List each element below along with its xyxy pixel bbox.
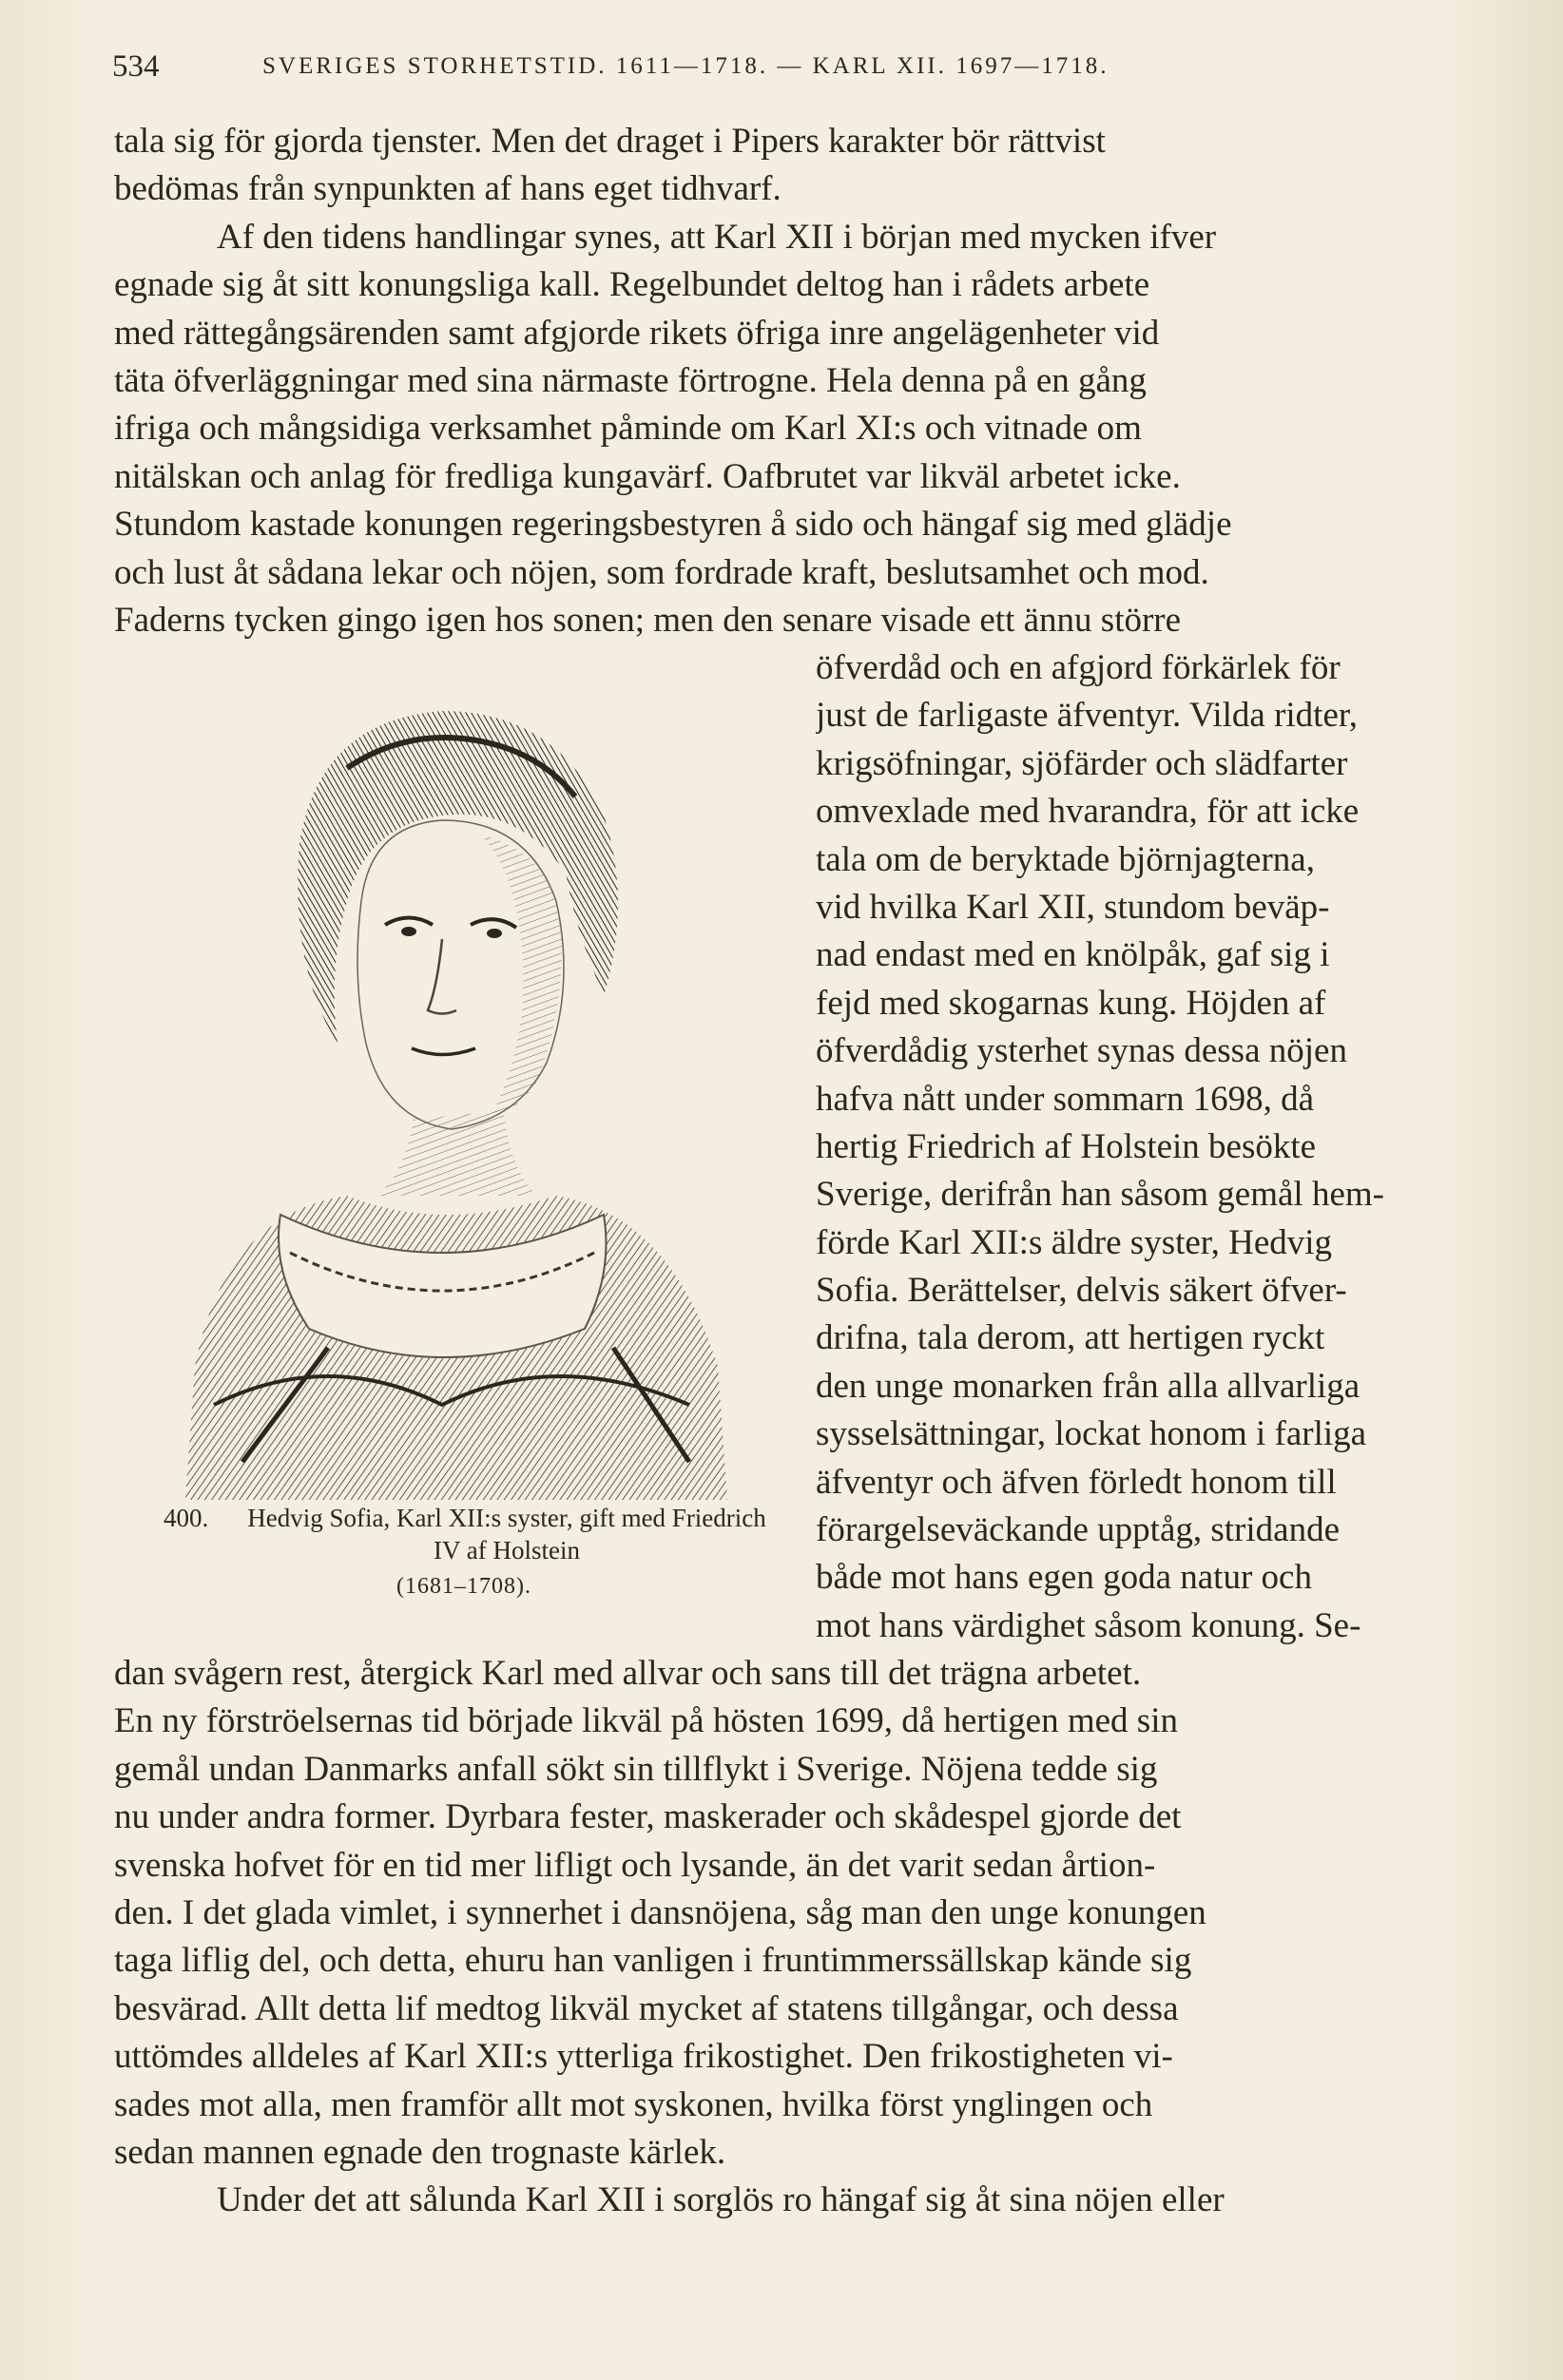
text-line: hertig Friedrich af Holstein besökte (816, 1126, 1317, 1166)
text-line: krigsöfningar, sjöfärder och slädfarter (816, 743, 1348, 783)
text-line: mot hans värdighet såsom konung. Se- (816, 1605, 1361, 1645)
text-line: sedan mannen egnade den trognaste kärlek. (114, 2132, 726, 2172)
running-title: SVERIGES STORHETSTID. 1611—1718. — KARL XII. 1697—1718. (262, 53, 1110, 79)
portrait-illustration (157, 682, 765, 1500)
figure-caption-text: Hedvig Sofia, Karl XII:s syster, gift med Friedrich IV af Holstein (247, 1504, 766, 1564)
text-line: En ny förströelsernas tid började likväl på hösten 1699, då hertigen med sin (114, 1701, 1178, 1741)
text-line: Sofia. Berättelser, delvis säkert öfver- (816, 1271, 1347, 1311)
portrait-engraving (157, 682, 765, 1500)
column-text (816, 644, 1489, 1650)
text-line: tala sig för gjorda tjenster. Men det draget i Pipers karakter bör rättvist (114, 122, 1106, 161)
text-line: Faderns tycken gingo igen hos sonen; men den senare visade ett ännu större (114, 600, 1182, 640)
text-line: fejd med skogarnas kung. Höjden af (816, 983, 1326, 1023)
text-line: den. I det glada vimlet, i synnerhet i dansnöjena, såg man den unge konungen (114, 1892, 1206, 1932)
text-line: dan svågern rest, återgick Karl med allvar och sans till det trägna arbetet. (114, 1654, 1142, 1693)
text-line: egnade sig åt sitt konungsliga kall. Regelbundet deltog han i rådets arbete (114, 265, 1150, 305)
figure-caption (160, 1502, 768, 1603)
text-line: den unge monarken från alla allvarliga (816, 1366, 1360, 1406)
text-line: nu under andra former. Dyrbara fester, maskerader och skådespel gjorde det (114, 1797, 1182, 1837)
text-line: bedömas från synpunkten af hans eget tidhvarf. (114, 169, 782, 209)
figure-caption-years: (1681–1708). (396, 1574, 531, 1599)
text-line: taga liflig del, och detta, ehuru han vanligen i fruntimmerssällskap kände sig (114, 1941, 1192, 1981)
text-line: omvexlade med hvarandra, för att icke (816, 792, 1360, 832)
text-line: nitälskan och anlag för fredliga kungavärf. Oafbrutet var likväl arbetet icke. (114, 456, 1181, 496)
text-line: öfverdåd och en afgjord förkärlek för (816, 648, 1341, 687)
neck (376, 1110, 537, 1196)
text-line: förargelseväckande upptåg, stridande (816, 1510, 1341, 1550)
text-line: hafva nått under sommarn 1698, då (816, 1079, 1315, 1119)
text-line: ifriga och mångsidiga verksamhet påminde om Karl XI:s och vitnade om (114, 409, 1142, 449)
text-line: äfventyr och äfven förledt honom till (816, 1462, 1337, 1502)
text-line: Sverige, derifrån han såsom gemål hem- (816, 1175, 1384, 1215)
text-line: och lust åt sådana lekar och nöjen, som fordrade kraft, beslutsamhet och mod. (114, 552, 1209, 592)
text-line: sysselsättningar, lockat honom i farliga (816, 1414, 1367, 1454)
text-line: besvärad. Allt detta lif medtog likväl mycket af statens tillgångar, och dessa (114, 1988, 1179, 2028)
text-line: med rättegångsärenden samt afgjorde rikets öfriga inre angelägenheter vid (114, 313, 1160, 353)
text-line: Af den tidens handlingar synes, att Karl XII i början med mycken ifver (217, 217, 1217, 257)
text-line: gemål undan Danmarks anfall sökt sin tillflykt i Sverige. Nöjena tedde sig (114, 1749, 1158, 1789)
text-line: just de farligaste äfventyr. Vilda ridter, (816, 696, 1358, 736)
text-line: nad endast med en knölpåk, gaf sig i (816, 935, 1330, 975)
figure-number: 400. (164, 1504, 209, 1532)
text-line: förde Karl XII:s äldre syster, Hedvig (816, 1222, 1333, 1262)
text-line: sades mot alla, men framför allt mot syskonen, hvilka först ynglingen och (114, 2084, 1153, 2124)
text-line: täta öfverläggningar med sina närmaste förtrogne. Hela denna på en gång (114, 360, 1147, 400)
text-line: både mot hans egen goda natur och (816, 1558, 1312, 1598)
text-line: Stundom kastade konungen regeringsbestyren å sido och hängaf sig med glädje (114, 505, 1232, 545)
text-line: vid hvilka Karl XII, stundom beväp- (816, 887, 1330, 927)
page-number: 534 (112, 49, 160, 84)
text-line: svenska hofvet för en tid mer lifligt och lysande, än det varit sedan årtion- (114, 1845, 1156, 1885)
bottom-paragraphs (114, 1650, 1493, 2225)
text-line: drifna, tala derom, att hertigen ryckt (816, 1318, 1325, 1358)
text-line: Under det att sålunda Karl XII i sorglös ro hängaf sig åt sina nöjen eller (217, 2180, 1225, 2220)
top-paragraphs (114, 118, 1493, 644)
text-line: uttömdes alldeles af Karl XII:s ytterliga frikostighet. Den frikostigheten vi- (114, 2037, 1173, 2077)
text-line: tala om de beryktade björnjagterna, (816, 839, 1315, 879)
page-header (112, 49, 1481, 87)
text-line: öfverdådig ysterhet synas dessa nöjen (816, 1031, 1347, 1071)
